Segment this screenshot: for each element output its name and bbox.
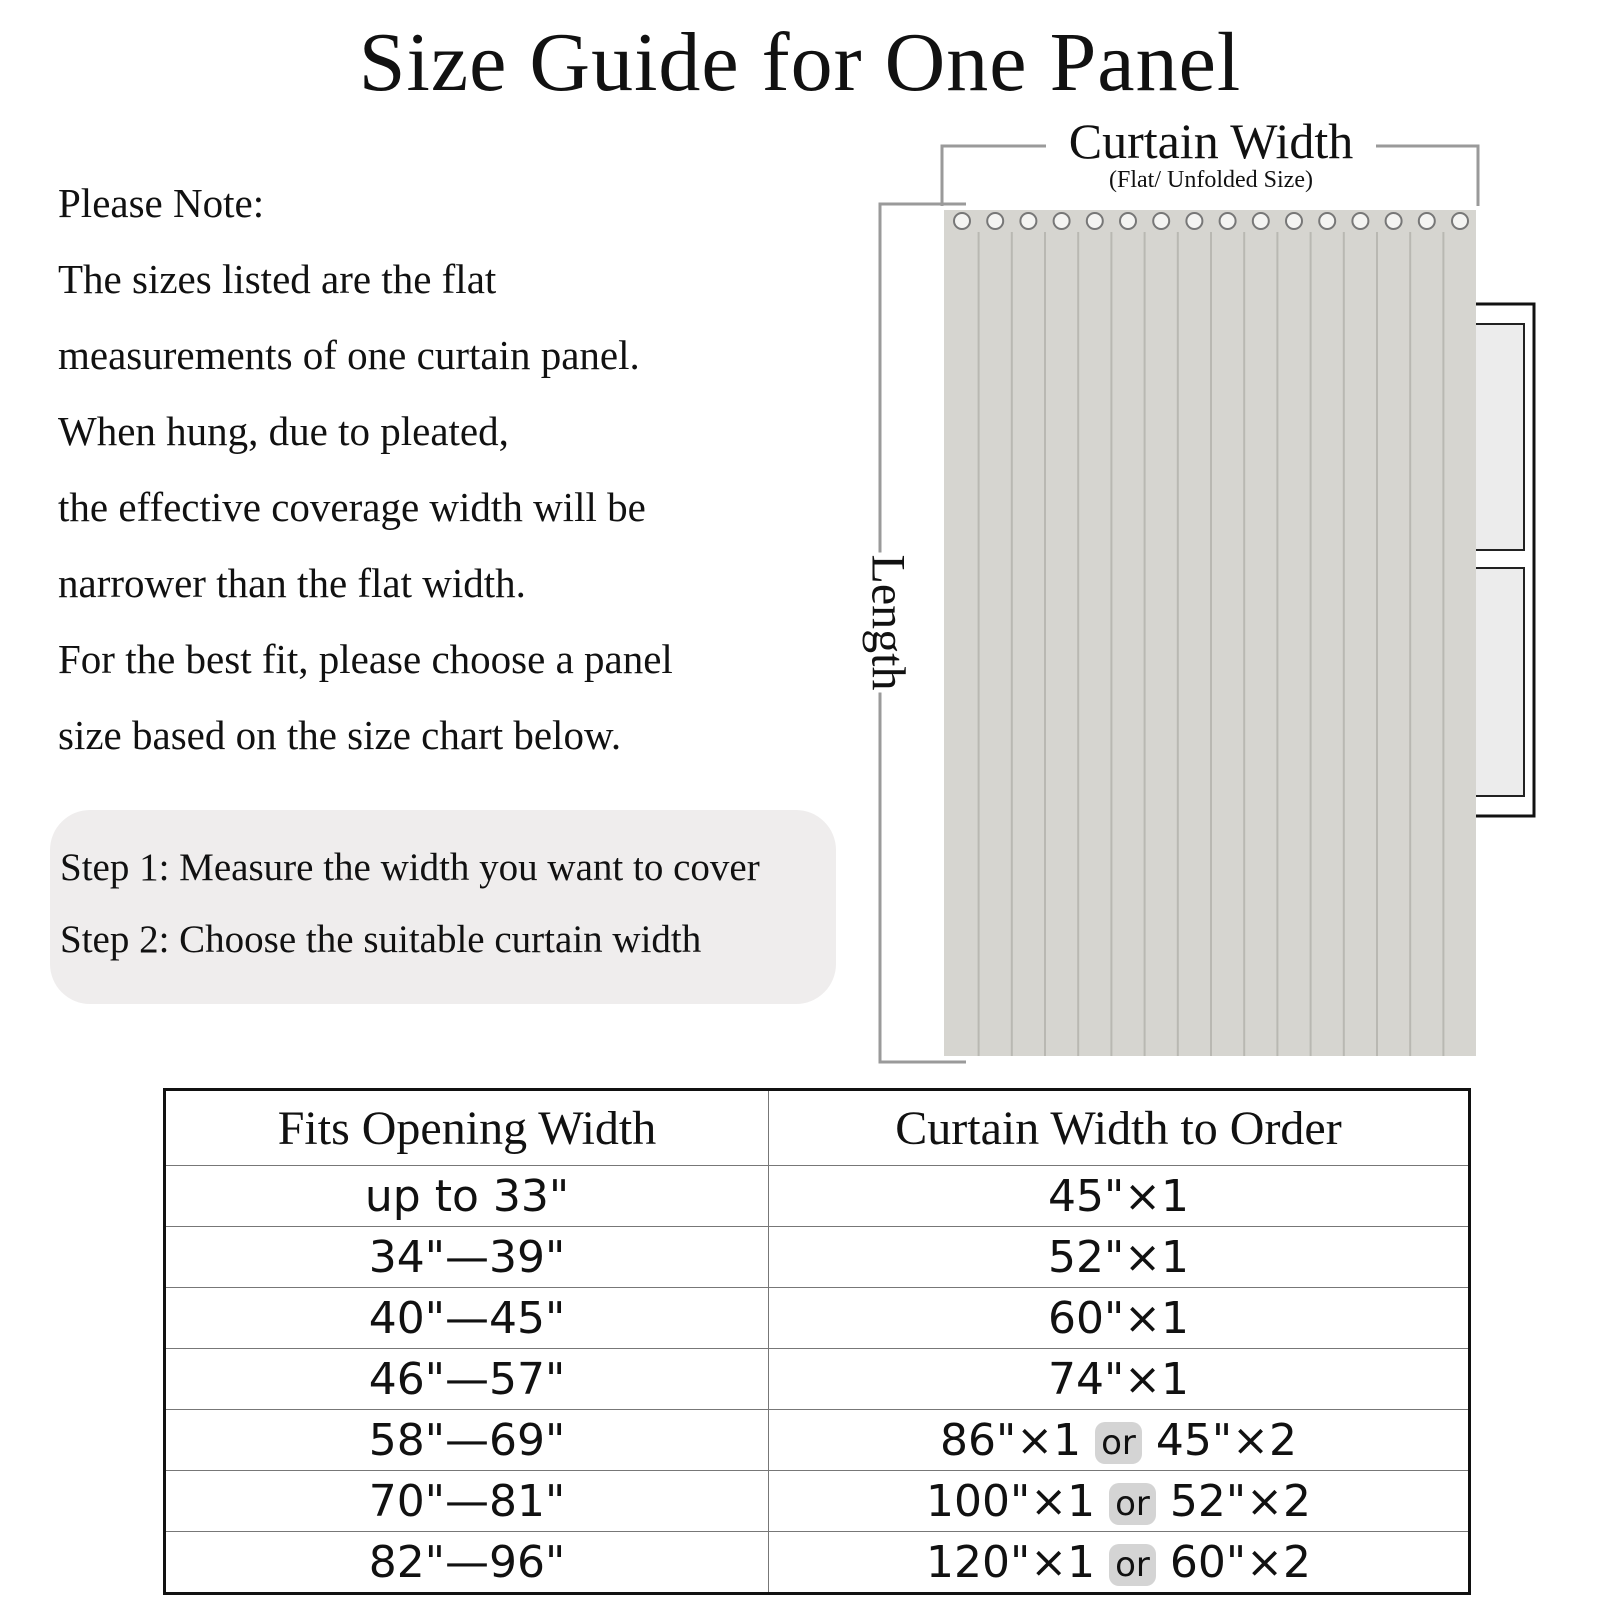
grommet-icon	[1419, 213, 1435, 229]
grommet-icon	[1352, 213, 1368, 229]
header-opening-width: Fits Opening Width	[165, 1090, 769, 1166]
grommet-icon	[1319, 213, 1335, 229]
order-value: 74"×1	[1047, 1353, 1190, 1405]
size-table	[163, 1088, 1471, 1595]
order-value: 120"×1	[926, 1536, 1096, 1588]
order-cell	[769, 1471, 1470, 1532]
order-value: 45"×1	[1047, 1170, 1190, 1222]
opening-cell: 70"—81"	[165, 1471, 769, 1532]
order-cell	[769, 1227, 1470, 1288]
opening-cell: 82"—96"	[165, 1532, 769, 1594]
curtain-width-label: Curtain Width	[1046, 112, 1376, 170]
grommet-icon	[1020, 213, 1036, 229]
note-heading: Please Note:	[58, 180, 265, 226]
opening-cell: 40"—45"	[165, 1288, 769, 1349]
order-cell	[769, 1410, 1470, 1471]
table-header-row	[165, 1090, 1470, 1166]
order-value: 60"×1	[1047, 1292, 1190, 1344]
page-title: Size Guide for One Panel	[358, 16, 1242, 109]
grommet-icon	[1120, 213, 1136, 229]
grommet-icon	[954, 213, 970, 229]
table-row	[165, 1410, 1470, 1471]
order-cell	[769, 1532, 1470, 1594]
order-value: 86"×1	[940, 1414, 1082, 1466]
order-alt-value: 45"×2	[1155, 1414, 1297, 1466]
grommet-icon	[1386, 213, 1402, 229]
order-cell	[769, 1288, 1470, 1349]
table-row	[165, 1166, 1470, 1227]
grommet-icon	[1253, 213, 1269, 229]
order-alt-value: 60"×2	[1169, 1536, 1311, 1588]
or-badge: or	[1109, 1544, 1156, 1586]
table-row	[165, 1532, 1470, 1594]
note-line: measurements of one curtain panel.	[58, 332, 640, 378]
table-row	[165, 1288, 1470, 1349]
step-2: Step 2: Choose the suitable curtain width	[60, 918, 702, 961]
grommet-icon	[1186, 213, 1202, 229]
order-cell	[769, 1166, 1470, 1227]
note-line: For the best fit, please choose a panel	[58, 636, 673, 682]
order-cell	[769, 1349, 1470, 1410]
or-badge: or	[1095, 1422, 1142, 1464]
grommet-icon	[1452, 213, 1468, 229]
step-1: Step 1: Measure the width you want to cover	[60, 846, 760, 889]
or-badge: or	[1109, 1483, 1156, 1525]
grommet-icon	[987, 213, 1003, 229]
opening-cell: 34"—39"	[165, 1227, 769, 1288]
order-alt-value: 52"×2	[1169, 1475, 1311, 1527]
grommet-icon	[1220, 213, 1236, 229]
opening-cell: up to 33"	[165, 1166, 769, 1227]
grommet-icon	[1054, 213, 1070, 229]
note-line: the effective coverage width will be	[58, 484, 646, 530]
grommet-icon	[1153, 213, 1169, 229]
header-curtain-width: Curtain Width to Order	[769, 1090, 1470, 1166]
table-row	[165, 1227, 1470, 1288]
note-line: narrower than the flat width.	[58, 560, 526, 606]
opening-cell: 58"—69"	[165, 1410, 769, 1471]
grommet-icon	[1087, 213, 1103, 229]
length-label: Length	[861, 553, 916, 693]
order-value: 100"×1	[926, 1475, 1096, 1527]
note-line: The sizes listed are the flat	[58, 256, 497, 302]
grommet-icon	[1286, 213, 1302, 229]
opening-cell: 46"—57"	[165, 1349, 769, 1410]
note-line: size based on the size chart below.	[58, 712, 622, 758]
table-row	[165, 1349, 1470, 1410]
table-row	[165, 1471, 1470, 1532]
note-line: When hung, due to pleated,	[58, 408, 509, 454]
curtain-width-sublabel: (Flat/ Unfolded Size)	[1109, 167, 1313, 193]
order-value: 52"×1	[1047, 1231, 1190, 1283]
